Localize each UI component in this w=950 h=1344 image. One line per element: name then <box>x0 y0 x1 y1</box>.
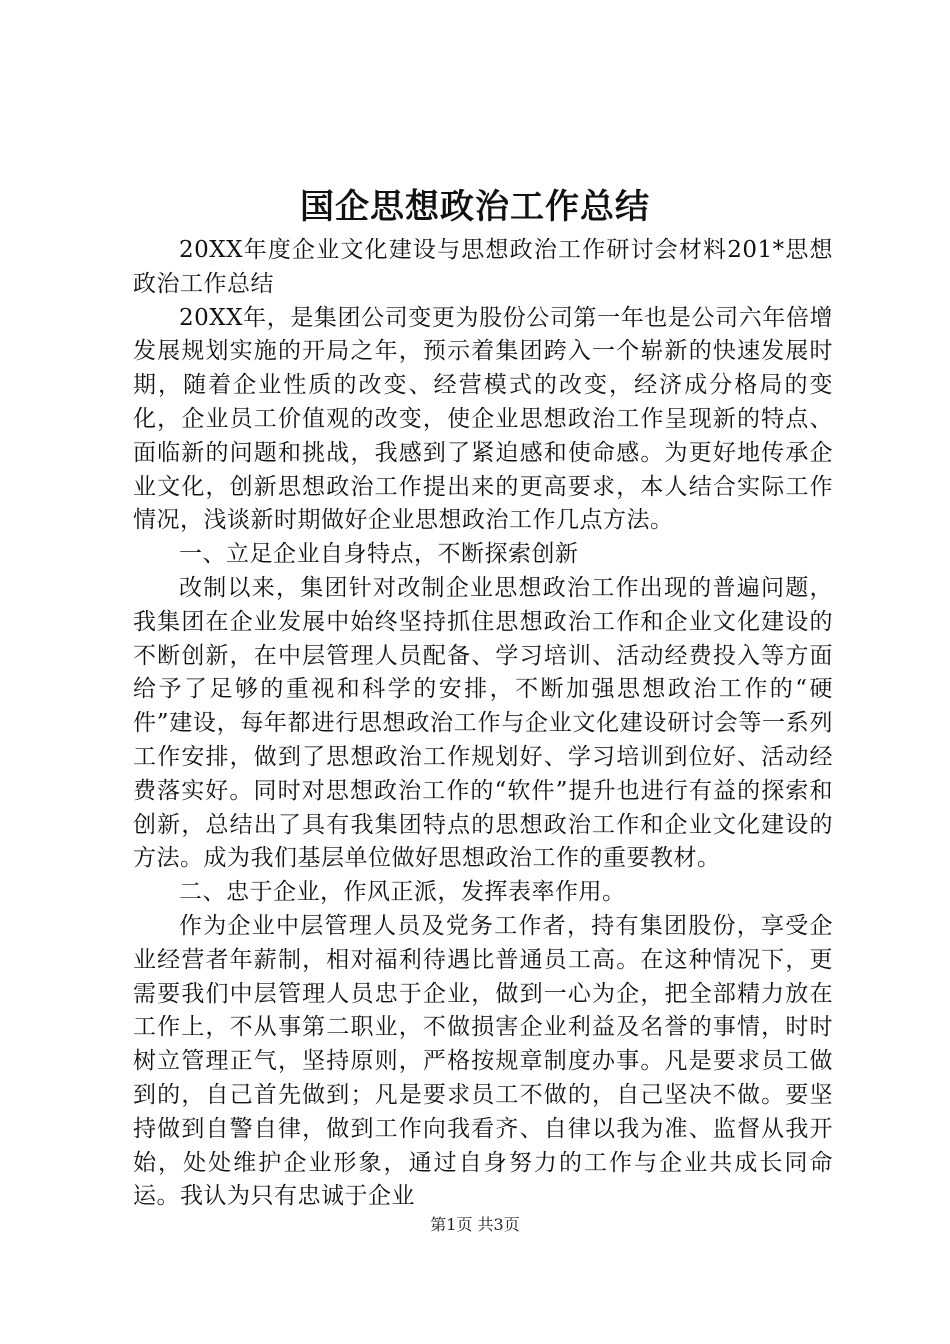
paragraph-section-2: 作为企业中层管理人员及党务工作者，持有集团股份，享受企业经营者年薪制，相对福利待遇比普通员工高。在这种情况下，更需要我们中层管理人员忠于企业，做到一心为企，把全部精力放在工作上，不从事第二职业，不做损害企业利益及名誉的事情，时时树立管理正气，坚持原则，严格按规章制度办事。凡是要求员工做到的，自己首先做到；凡是要求员工不做的，自己坚决不做。要坚持做到自警自律，做到工作向我看齐、自律以我为准、监督从我开始，处处维护企业形象，通过自身努力的工作与企业共成长同命运。我认为只有忠诚于企业 <box>133 912 833 1210</box>
document-body <box>133 234 833 1214</box>
paragraph-background: 20XX年，是集团公司变更为股份公司第一年也是公司六年倍增发展规划实施的开局之年，预示着集团跨入一个崭新的快速发展时期，随着企业性质的改变、经营模式的改变，经济成分格局的变化，企业员工价值观的改变，使企业思想政治工作呈现新的特点、面临新的问题和挑战，我感到了紧迫感和使命感。为更好地传承企业文化，创新思想政治工作提出来的更高要求，本人结合实际工作情况，浅谈新时期做好企业思想政治工作几点方法。 <box>133 304 833 534</box>
section-heading-2: 二、忠于企业，作风正派，发挥表率作用。 <box>179 879 626 906</box>
paragraph-section-1: 改制以来，集团针对改制企业思想政治工作出现的普遍问题，我集团在企业发展中始终坚持抓住思想政治工作和企业文化建设的不断创新，在中层管理人员配备、学习培训、活动经费投入等方面给予了足够的重视和科学的安排，不断加强思想政治工作的“硬件”建设，每年都进行思想政治工作与企业文化建设研讨会等一系列工作安排，做到了思想政治工作规划好、学习培训到位好、活动经费落实好。同时对思想政治工作的“软件”提升也进行有益的探索和创新，总结出了具有我集团特点的思想政治工作和企业文化建设的方法。成为我们基层单位做好思想政治工作的重要教材。 <box>133 574 833 872</box>
section-heading-1: 一、立足企业自身特点，不断探索创新 <box>179 541 579 568</box>
paragraph-intro: 20XX年度企业文化建设与思想政治工作研讨会材料201*思想政治工作总结 <box>133 237 833 297</box>
page-number: 第1页 共3页 <box>430 1215 520 1234</box>
document-title: 国企思想政治工作总结 <box>300 187 650 227</box>
